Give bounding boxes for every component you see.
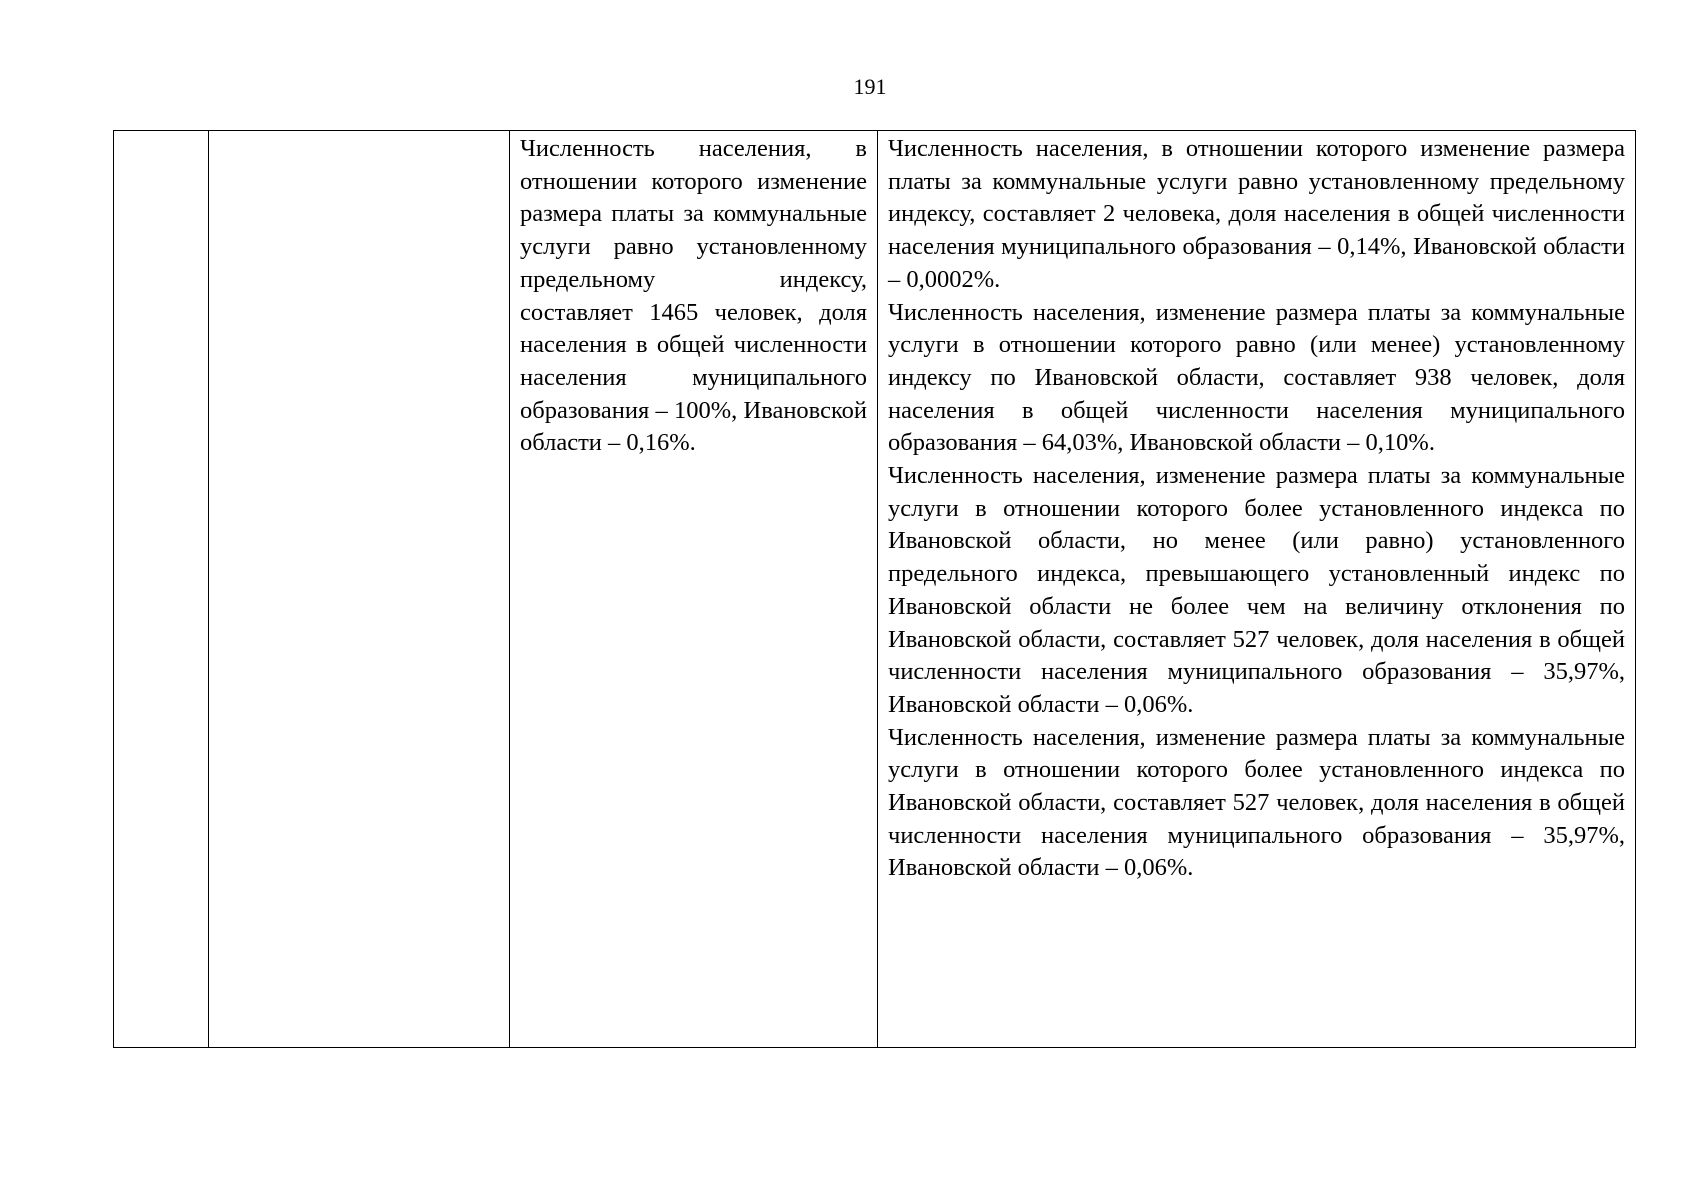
page-number: 191 (853, 74, 887, 99)
cell-details-text (878, 131, 1635, 885)
cell-name-text (209, 131, 509, 133)
cell-summary-text: Численность населения, в отношении которого изменение размера платы за коммунальные услуги равно установленному предельному индексу, составляет 1465 человек, доля населения в общей численности населения муниципального образования – 100%, Ивановской области – 0,16%. (520, 135, 867, 457)
data-table (113, 130, 1636, 1048)
table-cell-number (114, 131, 209, 1048)
cell-number-text (114, 131, 208, 133)
details-paragraph: Численность населения, изменение размера платы за коммунальные услуги в отношении которого более установленного индекса по Ивановской области, но менее (или равно) установленного предельного индекса, превышающего установленный индекс по Ивановской области не более чем на величину отклонения по Ивановской области, составляет 527 человек, доля населения в общей численности населения муниципального образования – 35,97%, Ивановской области – 0,06%. (888, 462, 1625, 718)
details-paragraph: Численность населения, изменение размера платы за коммунальные услуги в отношении которого более установленного индекса по Ивановской области, составляет 527 человек, доля населения в общей численности населения муниципального образования – 35,97%, Ивановской области – 0,06%. (888, 723, 1625, 882)
details-paragraph: Численность населения, изменение размера платы за коммунальные услуги в отношении которого равно (или менее) установленному индексу по Ивановской области, составляет 938 человек, доля населения в общей численности населения муниципального образования – 64,03%, Ивановской области – 0,10%. (888, 298, 1625, 457)
table-cell-name (209, 131, 510, 1048)
table-row (114, 131, 1636, 1048)
table-cell-summary (510, 131, 878, 1048)
table-cell-details (878, 131, 1636, 1048)
details-paragraph: Численность населения, в отношении которого изменение размера платы за коммунальные услуги равно установленному предельному индексу, составляет 2 человека, доля населения в общей численности населения муниципального образования – 0,14%, Ивановской области – 0,0002%. (888, 135, 1625, 293)
